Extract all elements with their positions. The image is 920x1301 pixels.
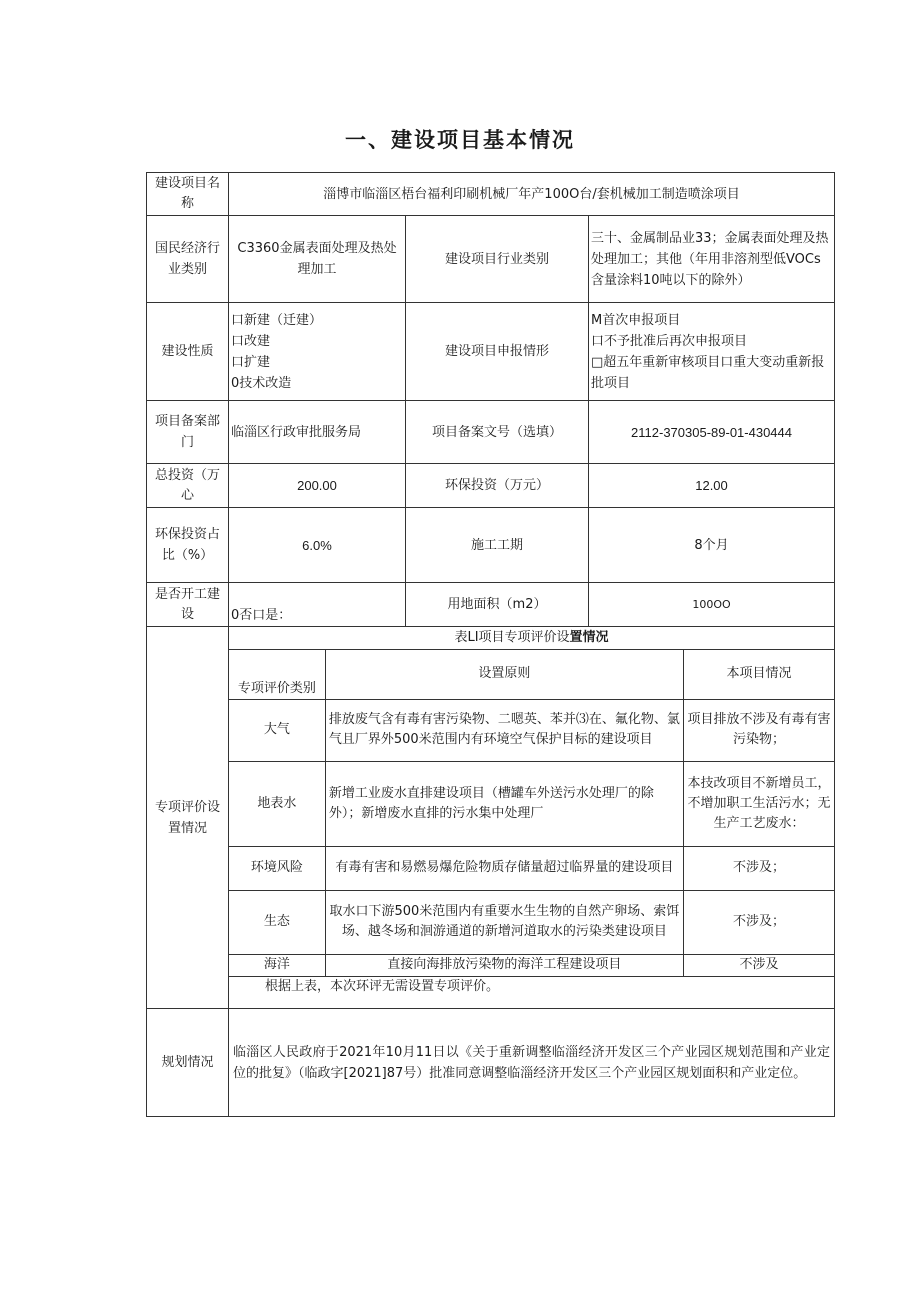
declare-option: □超五年重新审核项目口重大变动重新报批项目 [591, 354, 825, 391]
special-conclusion: 根据上表，本次环评无需设置专项评价。 [229, 976, 834, 1008]
special-table-title [229, 627, 834, 649]
special-category: 生态 [229, 890, 325, 954]
nature-option: 口新建（迁建） [231, 312, 323, 328]
industry-value: C3360金属表面处理及热处理加工 [229, 216, 406, 303]
declare-option: 口不予批准后再次申报项目 [591, 333, 748, 349]
special-table-title-a: 表LI项目专项评价设 [454, 629, 570, 645]
special-header-rule: 设置原则 [325, 649, 683, 699]
land-area-value: 100OO [589, 583, 835, 627]
started-label: 是否开工建设 [147, 583, 229, 627]
special-eval-label: 专项评价设置情况 [147, 627, 229, 1009]
declare-label: 建设项目申报情形 [406, 303, 589, 401]
special-header-category: 专项评价类别 [229, 649, 325, 699]
special-category: 大气 [229, 699, 325, 761]
special-status: 不涉及 [684, 954, 835, 976]
special-rule: 新增工业废水直排建设项目（槽罐车外送污水处理厂的除外）；新增废水直排的污水集中处理厂 [325, 761, 683, 846]
special-status: 不涉及； [684, 890, 835, 954]
filing-dept-label: 项目备案部门 [147, 401, 229, 464]
special-category: 海洋 [229, 954, 325, 976]
nature-label: 建设性质 [147, 303, 229, 401]
land-area-label: 用地面积（m2） [406, 583, 589, 627]
filing-no-label: 项目备案文号（选填） [406, 401, 589, 464]
investment-value: 200.00 [229, 464, 406, 508]
special-table-title-b: 置情况 [569, 629, 609, 645]
construction-period-label: 施工工期 [406, 508, 589, 583]
special-status: 本技改项目不新增员工，不增加职工生活污水；无生产工艺废水： [684, 761, 835, 846]
env-investment-value: 12.00 [589, 464, 835, 508]
special-rule: 取水口下游500米范围内有重要水生生物的自然产卵场、索饵场、越冬场和洄游通道的新增河道取水的污染类建设项目 [325, 890, 683, 954]
special-rule: 排放废气含有毒有害污染物、二嗯英、苯并⑶在、氟化物、氯气且厂界外500米范围内有环境空气保护目标的建设项目 [325, 699, 683, 761]
special-rule: 直接向海排放污染物的海洋工程建设项目 [325, 954, 683, 976]
project-industry-value: 三十、金属制品业33；金属表面处理及热处理加工；其他（年用非溶剂型低VOCs含量涂料10吨以下的除外） [589, 216, 835, 303]
declare-option: M首次申报项目 [591, 312, 681, 328]
filing-no-value: 2112-370305-89-01-430444 [589, 401, 835, 464]
special-category: 环境风险 [229, 846, 325, 890]
special-eval-table [229, 627, 834, 1008]
planning-value: 临淄区人民政府于2021年10月11日以《关于重新调整临淄经济开发区三个产业园区规划范围和产业定位的批复》（临政字[2021]87号）批准同意调整临淄经济开发区三个产业园区规划面积和产业定位。 [229, 1009, 835, 1117]
filing-dept-value: 临淄区行政审批服务局 [229, 401, 406, 464]
construction-period-value: 8个月 [589, 508, 835, 583]
special-status: 项目排放不涉及有毒有害污染物； [684, 699, 835, 761]
page-title: 一、建设项目基本情况 [345, 128, 575, 152]
project-name-label: 建设项目名称 [147, 173, 229, 216]
special-category: 地表水 [229, 761, 325, 846]
special-status: 不涉及； [684, 846, 835, 890]
declare-options [589, 303, 835, 401]
nature-option: 口改建 [231, 333, 271, 349]
project-name-value: 淄博市临淄区梧台福利印刷机械厂年产100O台/套机械加工制造喷涂项目 [229, 173, 835, 216]
nature-option: 口扩建 [231, 354, 271, 370]
planning-label: 规划情况 [147, 1009, 229, 1117]
env-ratio-value: 6.0% [229, 508, 406, 583]
industry-label: 国民经济行业类别 [147, 216, 229, 303]
env-investment-label: 环保投资（万元） [406, 464, 589, 508]
project-info-table [146, 172, 835, 1117]
env-ratio-label: 环保投资占比（%） [147, 508, 229, 583]
nature-options [229, 303, 406, 401]
special-rule: 有毒有害和易燃易爆危险物质存储量超过临界量的建设项目 [325, 846, 683, 890]
project-industry-label: 建设项目行业类别 [406, 216, 589, 303]
special-header-status: 本项目情况 [684, 649, 835, 699]
special-eval-cell [229, 627, 835, 1009]
started-value: 0否口是： [229, 583, 406, 627]
nature-option: 0技术改造 [231, 375, 292, 391]
investment-label: 总投资（万心 [147, 464, 229, 508]
